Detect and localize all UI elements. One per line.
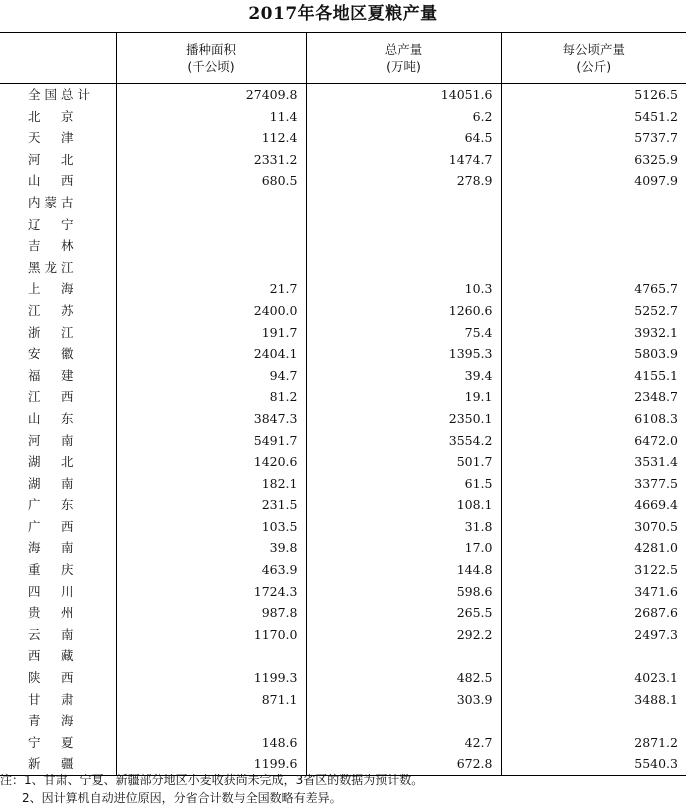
output-cell: 303.9 (306, 689, 501, 711)
yield-cell (501, 235, 686, 257)
table-row (0, 559, 686, 581)
table-row (0, 732, 686, 754)
table-row (0, 343, 686, 365)
yield-cell: 5540.3 (501, 753, 686, 775)
table-row (0, 473, 686, 495)
grain-output-table (0, 32, 686, 776)
area-cell (116, 645, 306, 667)
yield-cell: 2348.7 (501, 386, 686, 408)
output-cell: 3554.2 (306, 430, 501, 452)
area-cell: 463.9 (116, 559, 306, 581)
output-cell: 598.6 (306, 581, 501, 603)
output-cell: 14051.6 (306, 84, 501, 106)
table-row (0, 494, 686, 516)
output-cell: 278.9 (306, 170, 501, 192)
yield-cell: 4097.9 (501, 170, 686, 192)
region-cell: 河 南 (28, 432, 78, 448)
area-cell: 231.5 (116, 494, 306, 516)
note-line-2 (0, 789, 686, 807)
area-cell: 1199.6 (116, 753, 306, 775)
table-row (0, 430, 686, 452)
yield-cell: 3122.5 (501, 559, 686, 581)
area-cell: 27409.8 (116, 84, 306, 106)
table-row (0, 710, 686, 732)
table-row (0, 451, 686, 473)
output-cell (306, 214, 501, 236)
table-row (0, 537, 686, 559)
table-row (0, 645, 686, 667)
yield-cell: 5803.9 (501, 343, 686, 365)
header-area-unit: (千公顷) (187, 59, 235, 74)
yield-cell: 6325.9 (501, 149, 686, 171)
table-row (0, 516, 686, 538)
table-row (0, 84, 686, 106)
region-cell: 西 藏 (28, 648, 78, 664)
header-output-unit: (万吨) (386, 59, 421, 74)
region-cell: 青 海 (28, 713, 78, 729)
region-cell: 贵 州 (28, 605, 78, 621)
region-cell: 内蒙古 (28, 194, 78, 210)
yield-cell: 3377.5 (501, 473, 686, 495)
table-row (0, 602, 686, 624)
table-body (0, 84, 686, 776)
output-cell (306, 710, 501, 732)
table-row (0, 667, 686, 689)
table-row (0, 300, 686, 322)
header-area-name: 播种面积 (185, 42, 236, 57)
header-yield-unit: (公斤) (576, 59, 612, 74)
region-cell: 湖 南 (28, 475, 78, 491)
area-cell (116, 235, 306, 257)
yield-cell (501, 192, 686, 214)
output-cell: 265.5 (306, 602, 501, 624)
output-cell: 6.2 (306, 106, 501, 128)
output-cell: 31.8 (306, 516, 501, 538)
output-cell: 144.8 (306, 559, 501, 581)
yield-cell (501, 214, 686, 236)
output-cell (306, 192, 501, 214)
output-cell: 501.7 (306, 451, 501, 473)
region-cell: 山 东 (28, 410, 78, 426)
table-row (0, 365, 686, 387)
header-output-name: 总产量 (384, 42, 423, 57)
table-row (0, 581, 686, 603)
table-row (0, 322, 686, 344)
output-cell: 482.5 (306, 667, 501, 689)
region-cell: 河 北 (28, 151, 78, 167)
area-cell: 11.4 (116, 106, 306, 128)
output-cell: 39.4 (306, 365, 501, 387)
output-cell: 75.4 (306, 322, 501, 344)
output-cell: 10.3 (306, 278, 501, 300)
area-cell: 680.5 (116, 170, 306, 192)
output-cell: 1260.6 (306, 300, 501, 322)
table-row (0, 386, 686, 408)
table-row (0, 192, 686, 214)
area-cell: 39.8 (116, 537, 306, 559)
area-cell: 2404.1 (116, 343, 306, 365)
yield-cell: 3531.4 (501, 451, 686, 473)
area-cell (116, 214, 306, 236)
region-cell: 浙 江 (28, 324, 78, 340)
area-cell: 94.7 (116, 365, 306, 387)
note-line-2-text: 2、因计算机自动进位原因，分省合计数与全国数略有差异。 (22, 791, 342, 805)
yield-cell: 6472.0 (501, 430, 686, 452)
region-cell: 甘 肃 (28, 691, 78, 707)
yield-cell: 5126.5 (501, 84, 686, 106)
yield-cell: 2497.3 (501, 624, 686, 646)
output-cell: 672.8 (306, 753, 501, 775)
table-row (0, 214, 686, 236)
output-cell: 42.7 (306, 732, 501, 754)
output-cell: 61.5 (306, 473, 501, 495)
table-row (0, 257, 686, 279)
output-cell: 19.1 (306, 386, 501, 408)
area-cell: 871.1 (116, 689, 306, 711)
header-row (0, 33, 686, 84)
region-cell: 陕 西 (28, 670, 78, 686)
area-cell: 191.7 (116, 322, 306, 344)
region-cell: 海 南 (28, 540, 78, 556)
region-cell: 北 京 (28, 108, 78, 124)
output-cell: 108.1 (306, 494, 501, 516)
area-cell: 1724.3 (116, 581, 306, 603)
output-cell: 1395.3 (306, 343, 501, 365)
yield-cell: 3471.6 (501, 581, 686, 603)
yield-cell: 5252.7 (501, 300, 686, 322)
yield-cell (501, 257, 686, 279)
yield-cell: 3070.5 (501, 516, 686, 538)
header-output (306, 33, 501, 84)
area-cell: 112.4 (116, 127, 306, 149)
yield-cell: 5451.2 (501, 106, 686, 128)
area-cell: 81.2 (116, 386, 306, 408)
table-row (0, 408, 686, 430)
yield-cell: 4155.1 (501, 365, 686, 387)
region-cell: 云 南 (28, 626, 78, 642)
region-cell: 宁 夏 (28, 734, 78, 750)
table-row (0, 127, 686, 149)
region-cell: 天 津 (28, 130, 78, 146)
area-cell: 182.1 (116, 473, 306, 495)
region-cell: 湖 北 (28, 454, 78, 470)
table-row (0, 106, 686, 128)
table-row (0, 170, 686, 192)
output-cell: 292.2 (306, 624, 501, 646)
area-cell: 148.6 (116, 732, 306, 754)
output-cell: 1474.7 (306, 149, 501, 171)
region-cell: 上 海 (28, 281, 78, 297)
yield-cell: 5737.7 (501, 127, 686, 149)
area-cell (116, 710, 306, 732)
output-cell (306, 257, 501, 279)
region-cell: 广 西 (28, 518, 78, 534)
table-title: 2017年各地区夏粮产量 (248, 4, 438, 24)
region-cell: 新 疆 (0, 753, 116, 775)
header-yield (501, 33, 686, 84)
yield-cell: 3488.1 (501, 689, 686, 711)
area-cell (116, 257, 306, 279)
region-cell: 山 西 (28, 173, 78, 189)
yield-cell (501, 645, 686, 667)
yield-cell: 6108.3 (501, 408, 686, 430)
area-cell: 21.7 (116, 278, 306, 300)
table-row (0, 149, 686, 171)
region-cell: 全国总计 (28, 87, 95, 102)
area-cell: 1420.6 (116, 451, 306, 473)
region-cell: 吉 林 (28, 238, 78, 254)
area-cell: 3847.3 (116, 408, 306, 430)
output-cell (306, 645, 501, 667)
header-area (116, 33, 306, 84)
header-region (0, 33, 116, 84)
output-cell: 2350.1 (306, 408, 501, 430)
area-cell: 987.8 (116, 602, 306, 624)
region-cell: 福 建 (28, 367, 78, 383)
output-cell: 17.0 (306, 537, 501, 559)
table-row (0, 278, 686, 300)
table-row (0, 235, 686, 257)
yield-cell: 4765.7 (501, 278, 686, 300)
region-cell: 重 庆 (28, 562, 78, 578)
region-cell: 辽 宁 (28, 216, 78, 232)
region-cell: 江 西 (28, 389, 78, 405)
yield-cell: 3932.1 (501, 322, 686, 344)
yield-cell: 4669.4 (501, 494, 686, 516)
region-cell: 江 苏 (28, 302, 78, 318)
area-cell (116, 192, 306, 214)
region-cell: 四 川 (28, 583, 78, 599)
yield-cell: 4281.0 (501, 537, 686, 559)
note-line-1: 注：1、甘肃、宁夏、新疆部分地区小麦收获尚未完成，3省区的数据为预计数。 (0, 773, 424, 787)
table-row (0, 689, 686, 711)
area-cell: 2331.2 (116, 149, 306, 171)
yield-cell: 4023.1 (501, 667, 686, 689)
table-row (0, 624, 686, 646)
region-cell: 广 东 (28, 497, 78, 513)
yield-cell: 2871.2 (501, 732, 686, 754)
region-cell: 安 徽 (28, 346, 78, 362)
yield-cell (501, 710, 686, 732)
area-cell: 5491.7 (116, 430, 306, 452)
output-cell: 64.5 (306, 127, 501, 149)
output-cell (306, 235, 501, 257)
area-cell: 103.5 (116, 516, 306, 538)
region-cell: 黑龙江 (28, 259, 78, 275)
area-cell: 1199.3 (116, 667, 306, 689)
area-cell: 2400.0 (116, 300, 306, 322)
header-yield-name: 每公顷产量 (562, 42, 625, 57)
area-cell: 1170.0 (116, 624, 306, 646)
yield-cell: 2687.6 (501, 602, 686, 624)
